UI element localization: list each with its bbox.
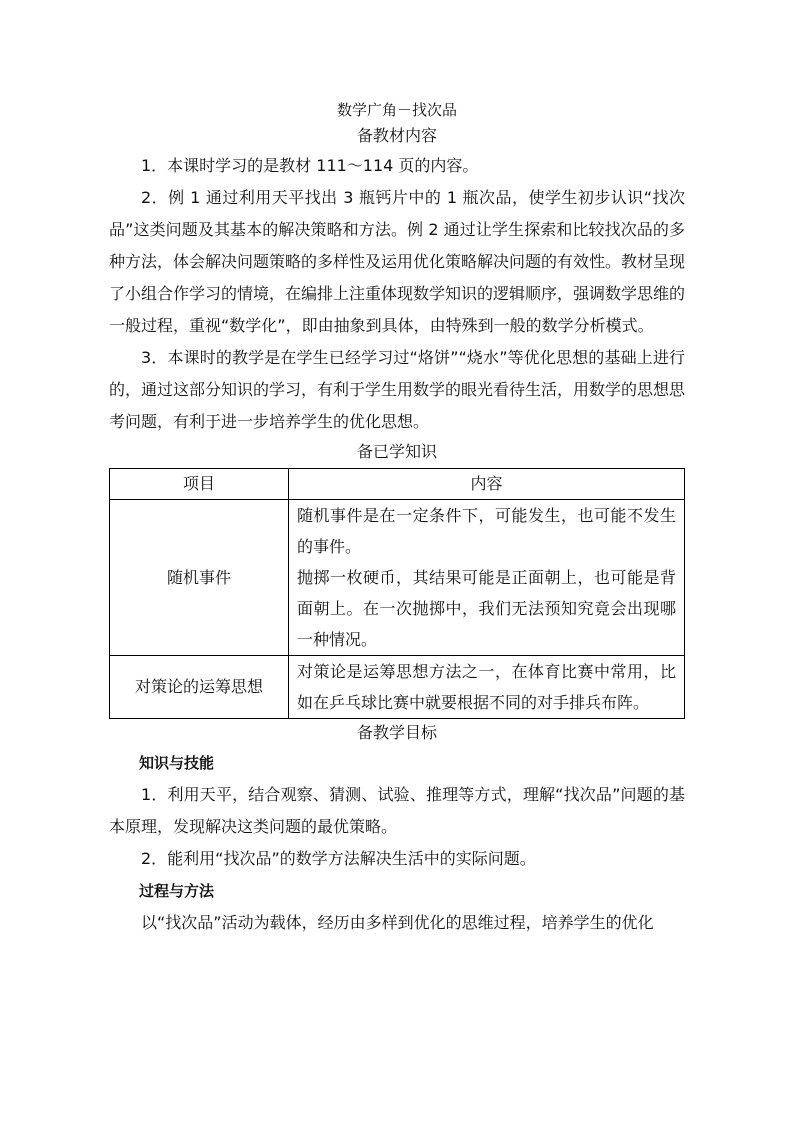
knowledge-table [109, 468, 685, 719]
paragraph: 1．本课时学习的是教材 111～114 页的内容。 [141, 156, 479, 175]
document-title: 数学广角－找次品 [336, 101, 457, 119]
table-cell-item: 随机事件 [110, 500, 289, 656]
paragraph: 2．能利用“找次品”的数学方法解决生活中的实际问题。 [141, 849, 536, 868]
paragraph: 1．利用天平，结合观察、猜测、试验、推理等方式，理解“找次品”问题的基本原理，发现解决这类问题的最优策略。 [109, 785, 685, 836]
cell-paragraph: 随机事件是在一定条件下，可能发生，也可能不发生的事件。 [297, 506, 676, 556]
table-row [110, 500, 685, 656]
table-cell-content [289, 656, 685, 719]
table-cell-item: 对策论的运筹思想 [110, 656, 289, 719]
table-header-content: 内容 [289, 469, 685, 500]
section-heading-objectives: 备教学目标 [356, 723, 437, 742]
table-row [110, 656, 685, 719]
table-cell-content [289, 500, 685, 656]
table-header-item: 项目 [110, 469, 289, 500]
section-heading-textbook: 备教材内容 [356, 126, 437, 145]
paragraph: 2．例 1 通过利用天平找出 3 瓶钙片中的 1 瓶次品，使学生初步认识“找次品”这类问题及其基本的解决策略和方法。例 2 通过让学生探索和比较找次品的多种方法，体会解决问题策略的多样性及运用优化策略解决问题的有效性。教材呈现了小组合作学习的情境，在编排上注重体现数学知识的逻辑顺序，强调数学思维的一般过程，重视“数学化”，即由抽象到具体，由特殊到一般的数学分析模式。 [109, 188, 686, 335]
document-page [109, 98, 685, 939]
table-header-row [110, 469, 685, 500]
paragraph: 3．本课时的教学是在学生已经学习过“烙饼”“烧水”等优化思想的基础上进行的，通过这部分知识的学习，有利于学生用数学的眼光看待生活，用数学的思想思考问题，有利于进一步培养学生的优化思想。 [109, 348, 686, 431]
cell-paragraph: 抛掷一枚硬币，其结果可能是正面朝上，也可能是背面朝上。在一次抛掷中，我们无法预知究竟会出现哪一种情况。 [297, 568, 676, 649]
paragraph: 以“找次品”活动为载体，经历由多样到优化的思维过程，培养学生的优化 [141, 913, 654, 932]
subheading-knowledge-skills: 知识与技能 [139, 754, 215, 772]
section-heading-prior-knowledge: 备已学知识 [356, 442, 437, 461]
subheading-process-method: 过程与方法 [139, 882, 215, 900]
cell-paragraph: 对策论是运筹思想方法之一，在体育比赛中常用，比如在乒乓球比赛中就要根据不同的对手排兵布阵。 [297, 662, 676, 712]
